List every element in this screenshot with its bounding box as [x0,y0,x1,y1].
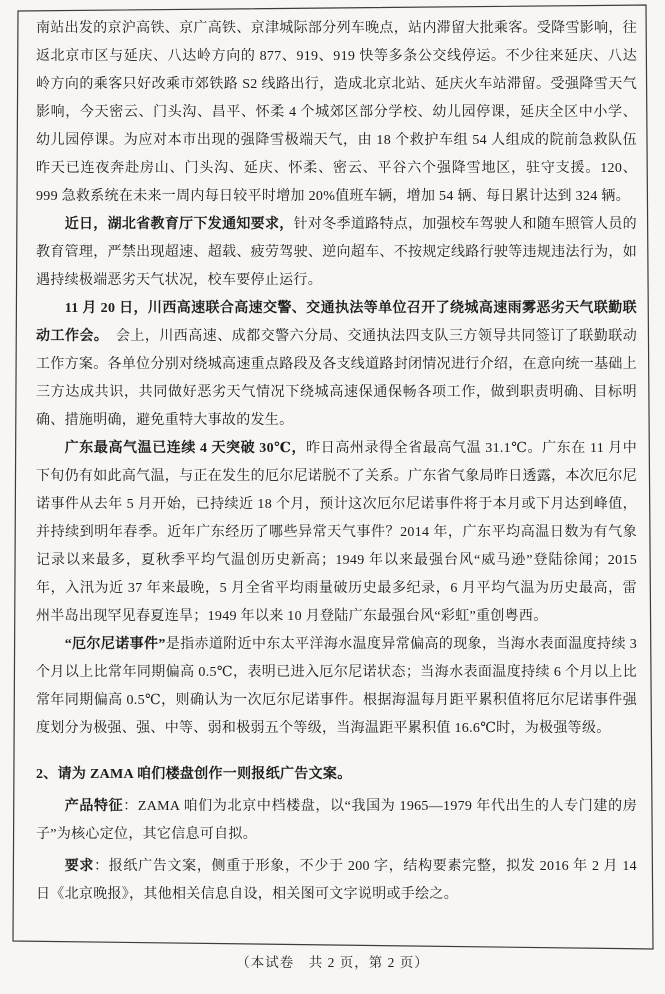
paragraph-hubei-school-bus [36,211,637,295]
bold-text-segment: 11 月 20 日，川西高速联合高速交警、交通执法等单位召开了绕城高速雨雾恶劣天气联勤联动工作会。 [36,301,637,344]
page-number-footer: （本试卷 共 2 页，第 2 页） [236,955,429,970]
bold-text-segment: “厄尔尼诺事件” [64,637,166,652]
bold-text-segment: 近日，湖北省教育厅下发通知要求， [64,217,294,232]
text-segment: ：ZAMA 咱们为北京中档楼盘，以“我国为 1965—1979 年代出生的人专门建的房子”为核心定位，其它信息可自拟。 [36,799,638,842]
text-segment: 是指赤道附近中东太平洋海水温度异常偏高的现象，当海水表面温度持续 3 个月以上比常年同期偏高 0.5℃，表明已进入厄尔尼诺状态；当海水表面温度持续 6 个月以上比常年同期偏高 0.5℃，则确认为一次厄尔尼诺事件。根据海温每月距平累积值将厄尔尼诺事件强度划分为极强、强、中等、弱和极弱五个等级，当海温距平累积值 16.6℃时，为极强等级。 [36,637,637,736]
bold-text-segment: 2、请为 ZAMA 咱们楼盘创作一则报纸广告文案。 [36,767,352,782]
paragraph-product-features [36,793,637,849]
text-segment: 会上，川西高速、成都交警六分局、交通执法四支队三方领导共同签订了联勤联动工作方案。各单位分别对绕城高速重点路段及各支线道路封闭情况进行介绍，在意向统一基础上三方达成共识，共同做好恶劣天气情况下绕城高速保通保畅各项工作，做到职责明确、目标明确、措施明确，避免重特大事故的发生。 [36,329,637,428]
bold-text-segment: 广东最高气温已连续 4 天突破 30℃， [64,441,307,456]
question-2-heading [36,761,637,789]
paragraph-chuanxi-expressway [36,295,637,435]
document-body [36,15,637,909]
paragraph-snow-traffic [36,15,637,211]
text-segment: 南站出发的京沪高铁、京广高铁、京津城际部分列车晚点，站内滞留大批乘客。受降雪影响，往返北京市区与延庆、八达岭方向的 877、919、919 快等多条公交线停运。不少往来延庆、八达岭方向的乘客只好改乘市郊铁路 S2 线路出行，造成北京北站、延庆火车站滞留。受强降雪天气影响，今天密云、门头沟、昌平、怀柔 4 个城郊区部分学校、幼儿园停课，延庆全区中小学、幼儿园停课。为应对本市出现的强降雪极端天气，由 18 个救护车组 54 人组成的院前急救队伍昨天已连夜奔赴房山、门头沟、延庆、怀柔、密云、平谷六个强降雪地区，驻守支援。120、999 急救系统在未来一周内每日较平时增加 20%值班车辆，增加 54 辆、每日累计达到 324 辆。 [36,21,637,204]
bold-text-segment: 产品特征 [64,799,124,814]
paragraph-guangdong-heat [36,435,637,631]
paragraph-el-nino-definition [36,631,637,743]
paragraph-requirements [36,853,637,909]
bold-text-segment: 要求 [64,859,95,874]
text-segment: 针对冬季道路特点，加强校车驾驶人和随车照管人员的教育管理，严禁出现超速、超载、疲劳驾驶、逆向超车、不按规定线路行驶等违规违法行为，如遇持续极端恶劣天气状况，校车要停止运行。 [36,217,637,288]
text-segment: ：报纸广告文案，侧重于形象，不少于 200 字，结构要素完整，拟发 2016 年 2 月 14 日《北京晚报》，其他相关信息自设，相关图可文字说明或手绘之。 [36,859,637,902]
text-segment: 昨日高州录得全省最高气温 31.1℃。广东在 11 月中下旬仍有如此高气温，与正在发生的厄尔尼诺脱不了关系。广东省气象局昨日透露，本次厄尔尼诺事件从去年 5 月开始，已持续近 18 个月，预计这次厄尔尼诺事件将于本月或下月达到峰值，并持续到明年春季。近年广东经历了哪些异常天气事件？2014 年，广东平均高温日数为有气象记录以来最多，夏秋季平均气温创历史新高；1949 年以来最强台风“威马逊”登陆徐闻；2015 年，入汛为近 37 年来最晚，5 月全省平均雨量破历史最多纪录，6 月平均气温为历史最高，雷州半岛出现罕见春夏连旱；1949 年以来 10 月登陆广东最强台风“彩虹”重创粤西。 [36,441,637,624]
